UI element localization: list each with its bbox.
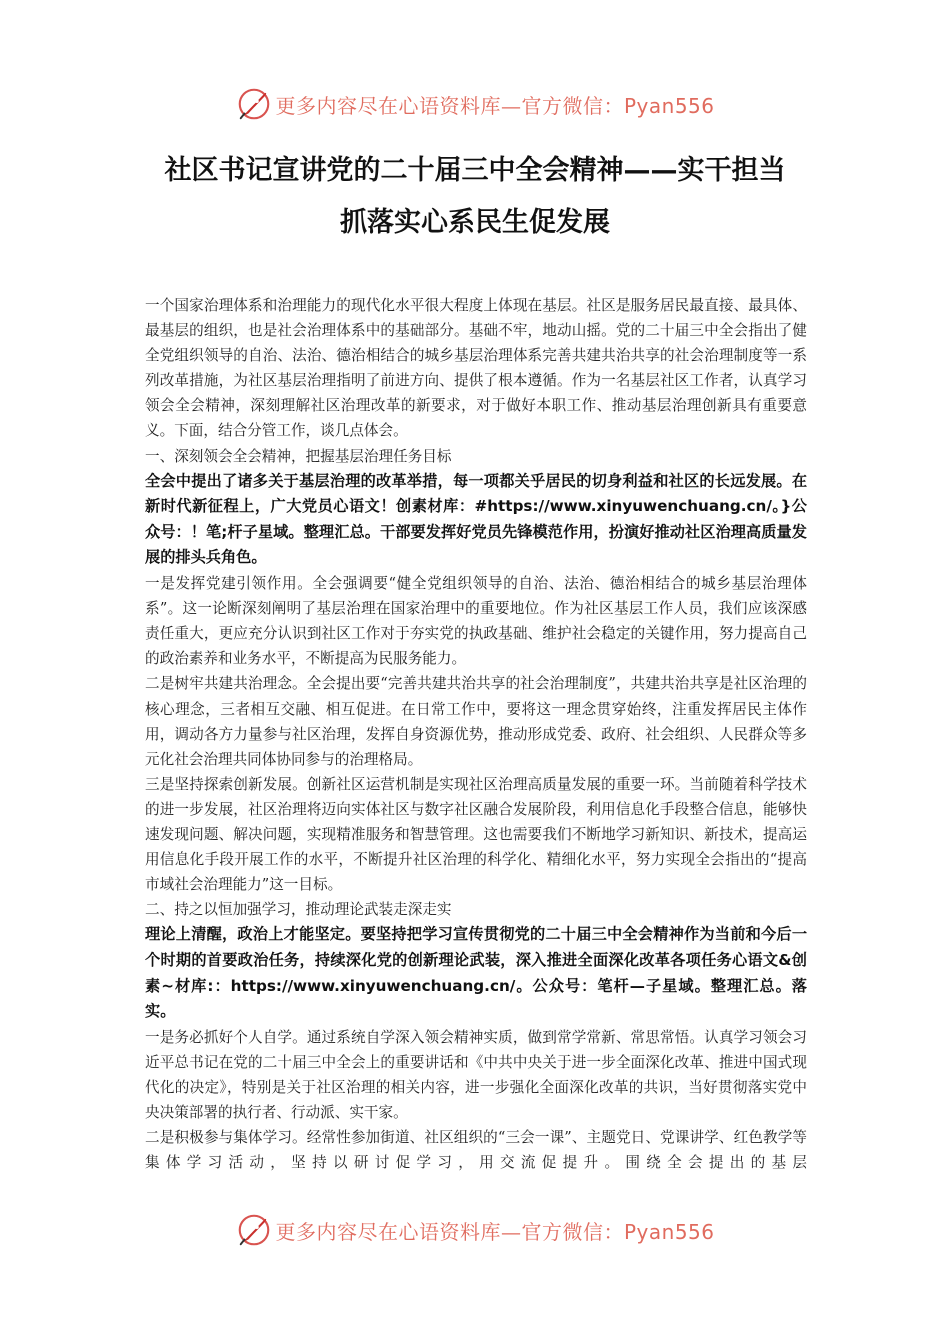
section-heading-2: 二、持之以恒加强学习，推动理论武装走深走实 [145,901,452,919]
paragraph-point-1-3: 三是坚持探索创新发展。创新社区运营机制是实现社区治理高质量发展的重要一环。当前随着科学技术的进一步发展，社区治理将迈向实体社区与数字社区融合发展阶段，利用信息化手段整合信息，能够快速发现问题、解决问题，实现精准服务和智慧管理。这也需要我们不断地学习新知识、新技术，提高运用信息化手段开展工作的水平，不断提升社区治理的科学化、精细化水平，努力实现全会指出的“提高市域社会治理能力”这一目标。 [145,775,807,894]
wechat-handle: Pyan556 [623,1219,715,1244]
wechat-handle: Pyan556 [623,93,715,118]
paragraph-point-1-2: 二是树牢共建共治理念。全会提出要“完善共建共治共享的社会治理制度”，共建共治共享是社区治理的核心理念，三者相互交融、相互促进。在日常工作中，要将这一理念贯穿始终，注重发挥居民主体作用，调动各方力量参与社区治理，发挥自身资源优势，推动形成党委、政府、社会组织、人民群众等多元化社会治理共同体协同参与的治理格局。 [145,675,807,768]
paragraph-point-1-1: 一是发挥党建引领作用。全会强调要“健全党组织领导的自治、法治、德治相结合的城乡基层治理体系”。这一论断深刻阐明了基层治理在国家治理中的重要地位。作为社区基层工作人员，我们应该深感责任重大，更应充分认识到社区工作对于夯实党的执政基础、维护社会稳定的关键作用，努力提高自己的政治素养和业务水平，不断提高为民服务能力。 [145,575,807,668]
paragraph-point-2-2: 二是积极参与集体学习。经常性参加街道、社区组织的“三会一课”、主题党日、党课讲学、红色教学等集体学习活动，坚持以研讨促学习，用交流促提升。围绕全会提出的基层 [145,1129,807,1172]
paragraph-bold-1: 全会中提出了诸多关于基层治理的改革举措，每一项都关乎居民的切身利益和社区的长远发展。在新时代新征程上，广大党员心语文！创素材库：#https://www.xinyuwenchuang.cn/。}公众号：！笔;杆子星域。整理汇总。干部要发挥好党员先锋模范作用，扮演好推动社区治理高质量发展的排头兵角色。 [145,471,807,567]
quill-logo-icon [235,85,273,123]
title-line-1: 社区书记宣讲党的二十届三中全会精神——实干担当 [164,155,786,186]
header-banner-text: 更多内容尽在心语资料库—官方微信：Pyan556 [275,93,715,118]
paragraph-bold-2: 理论上清醒，政治上才能坚定。要坚持把学习宣传贯彻党的二十届三中全会精神作为当前和今后一个时期的首要政治任务，持续深化党的创新理论武装，深入推进全面深化改革各项任务心语文&创素~材库:：https://www.xinyuwenchuang.cn/。公众号：笔杆—子星域。整理汇总。落实。 [145,925,807,1021]
section-heading-1: 一、深刻领会全会精神，把握基层治理任务目标 [145,447,452,465]
footer-watermark-banner [0,1210,950,1250]
title-line-2: 抓落实心系民生促发展 [340,207,610,238]
paragraph-intro: 一个国家治理体系和治理能力的现代化水平很大程度上体现在基层。社区是服务居民最直接、最具体、最基层的组织，也是社会治理体系中的基础部分。基础不牢，地动山摇。党的二十届三中全会指出了健全党组织领导的自治、法治、德治相结合的城乡基层治理体系完善共建共治共享的社会治理制度等一系列改革措施，为社区基层治理指明了前进方向、提供了根本遵循。作为一名基层社区工作者，认真学习领会全会精神，深刻理解社区治理改革的新要求，对于做好本职工作、推动基层治理创新具有重要意义。下面，结合分管工作，谈几点体会。 [145,297,807,440]
document-title [100,145,850,249]
paragraph-point-2-1: 一是务必抓好个人自学。通过系统自学深入领会精神实质，做到常学常新、常思常悟。认真学习领会习近平总书记在党的二十届三中全会上的重要讲话和《中共中央关于进一步全面深化改革、推进中国式现代化的决定》，特别是关于社区治理的相关内容，进一步强化全面深化改革的共识，当好贯彻落实党中央决策部署的执行者、行动派、实干家。 [145,1028,807,1121]
quill-logo-icon [235,1211,273,1249]
header-watermark-banner [0,84,950,124]
footer-banner-text: 更多内容尽在心语资料库—官方微信：Pyan556 [275,1219,715,1244]
document-body [145,293,807,1175]
